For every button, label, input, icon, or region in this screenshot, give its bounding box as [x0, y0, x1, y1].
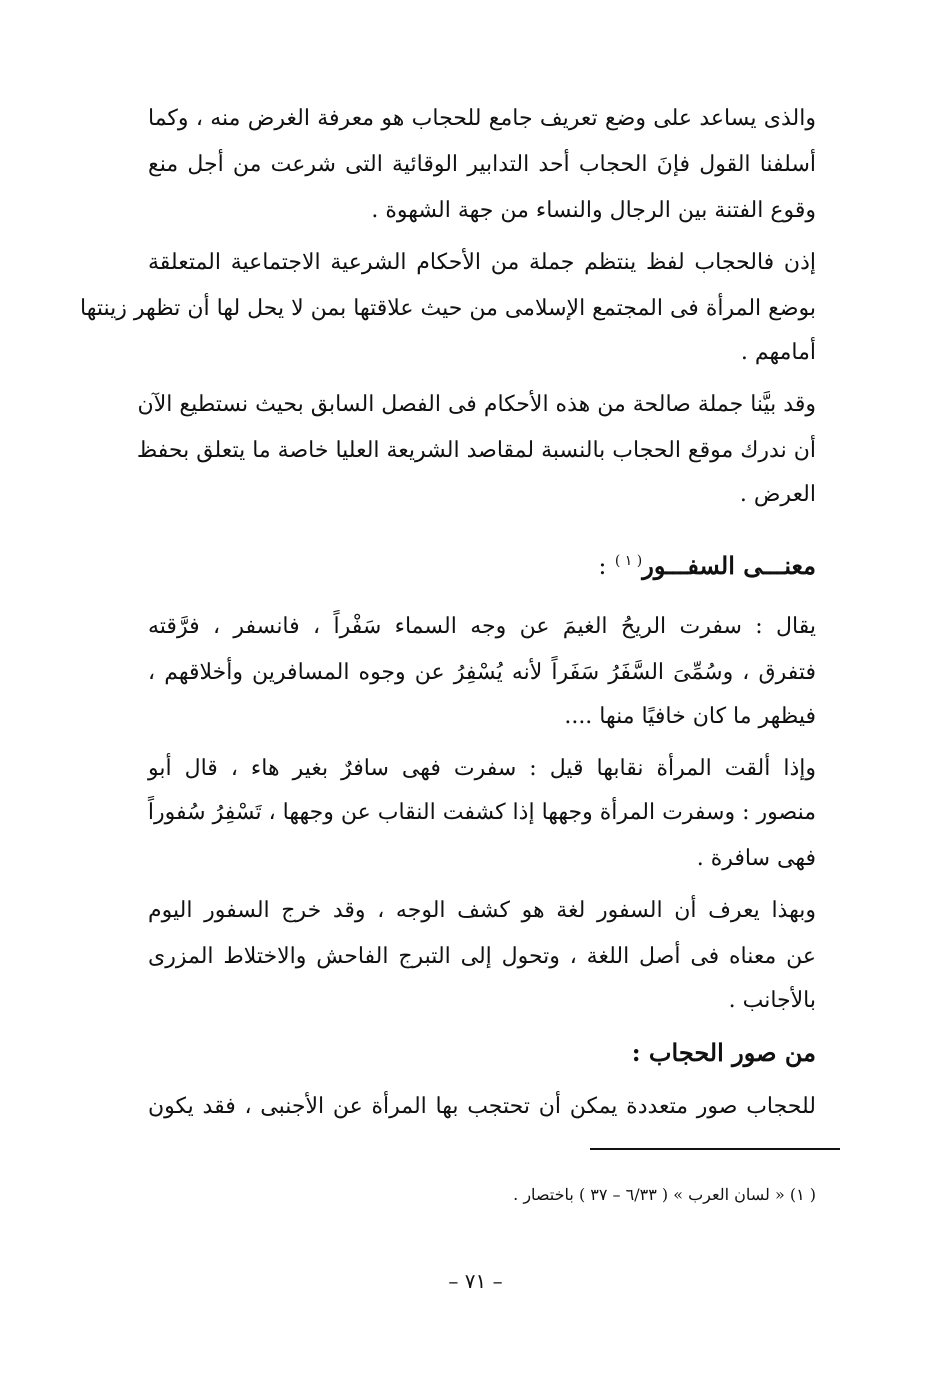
text-line: عن معناه فى أصل اللغة ، وتحول إلى التبرج الفاحش والاختلاط المزرى [148, 944, 816, 969]
text-line: العرض . [739, 482, 816, 507]
heading-text: معنـــى السفـــور [642, 551, 816, 580]
heading-colon: : [598, 552, 607, 580]
text-line: وقد بيَّنا جملة صالحة من هذه الأحكام فى الفصل السابق بحيث نستطيع الآن [137, 392, 816, 417]
text-line: وإذا ألقت المرأة نقابها قيل : سفرت فهى سافرٌ بغير هاء ، قال أبو [148, 756, 816, 781]
text-line: للحجاب صور متعددة يمكن أن تحتجب بها المرأة عن الأجنبى ، فقد يكون [148, 1094, 816, 1119]
section-heading [148, 538, 816, 589]
text-line: أسلفنا القول فإنَ الحجاب أحد التدابير الوقائية التى شرعت من أجل منع [148, 152, 816, 177]
text-line: فتفرق ، وسُمِّىَ السَّفَرُ سَفَراً لأنه يُسْفِرُ عن وجوه المسافرين وأخلاقهم ، [148, 660, 817, 685]
page-number: – ٧١ – [448, 1269, 503, 1293]
text-line: منصور : وسفرت المرأة وجهها إذا كشفت النقاب عن وجهها ، تَسْفِرُ سُفوراً [147, 800, 816, 825]
text-line: فهى سافرة . [696, 846, 816, 871]
footnote: ( ١) « لسان العرب » ( ٦/٣٣ – ٣٧ ) باختصار . [513, 1185, 816, 1204]
text-line: إذن فالحجاب لفظ ينتظم جملة من الأحكام الشرعية الاجتماعية المتعلقة [148, 250, 816, 275]
text-line: أن ندرك موقع الحجاب بالنسبة لمقاصد الشريعة العليا خاصة ما يتعلق بحفظ [136, 438, 816, 463]
text-line: وقوع الفتنة بين الرجال والنساء من جهة الشهوة . [371, 198, 816, 223]
text-line: فيظهر ما كان خافيًا منها .... [564, 704, 816, 729]
text-line: والذى يساعد على وضع تعريف جامع للحجاب هو معرفة الغرض منه ، وكما [148, 106, 816, 131]
footnote-ref: ( ١ ) [614, 553, 643, 569]
footnote-separator [590, 1148, 840, 1150]
section-heading: من صور الحجاب : [631, 1038, 816, 1067]
text-line: بالأجانب . [728, 988, 816, 1013]
text-line: بوضع المرأة فى المجتمع الإسلامى من حيث علاقتها بمن لا يحل لها أن تظهر زينتها [80, 296, 816, 321]
text-line: يقال : سفرت الريحُ الغيمَ عن وجه السماء سَفْراً ، فانسفر ، فرَّقته [148, 614, 816, 639]
text-line: وبهذا يعرف أن السفور لغة هو كشف الوجه ، وقد خرج السفور اليوم [148, 898, 816, 923]
text-line: أمامهم . [740, 340, 816, 365]
